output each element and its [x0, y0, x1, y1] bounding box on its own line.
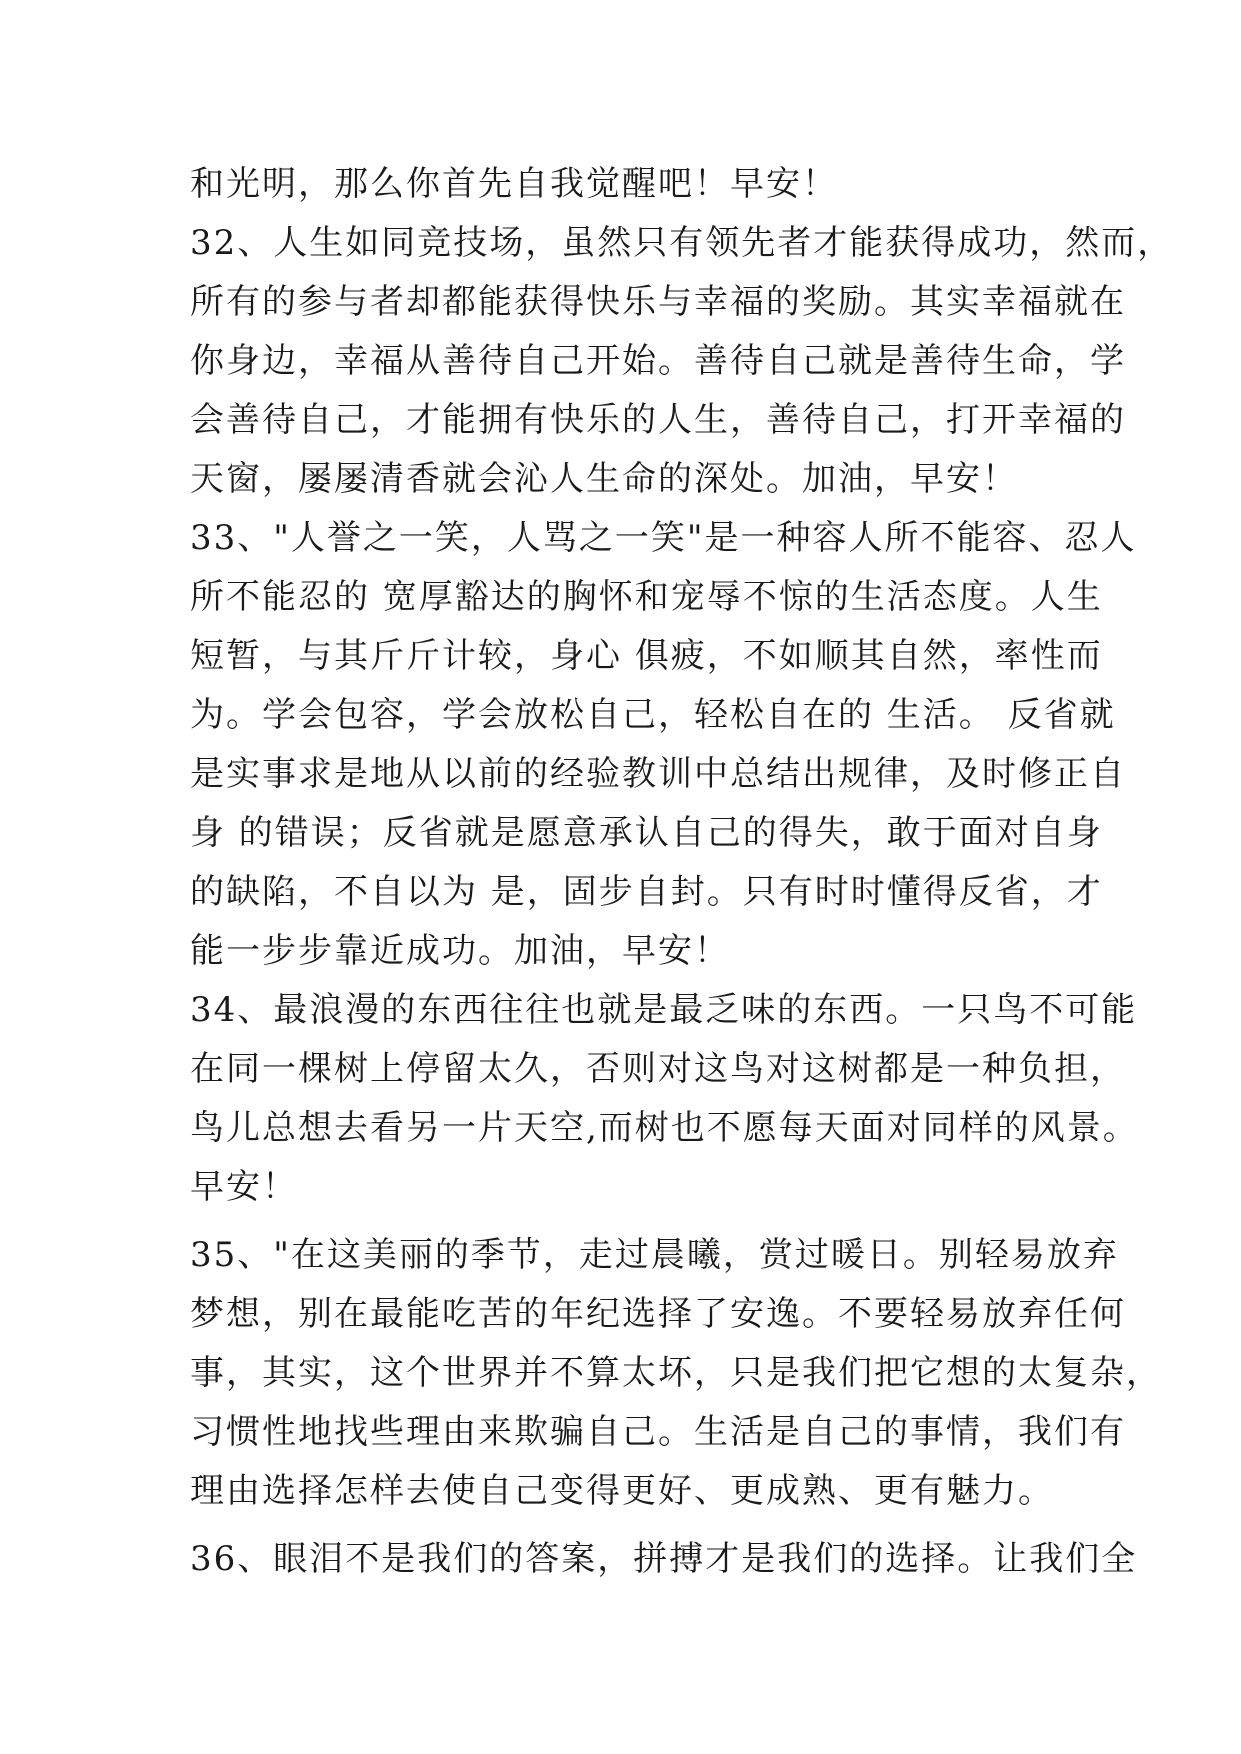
text-line: 习惯性地找些理由来欺骗自己。生活是自己的事情，我们有: [190, 1412, 1126, 1452]
text-line: 36、眼泪不是我们的答案，拼搏才是我们的选择。让我们全: [190, 1539, 1138, 1579]
text-line: 鸟儿总想去看另一片天空,而树也不愿每天面对同样的风景。: [190, 1108, 1139, 1148]
text-line: 天窗，屡屡清香就会沁人生命的深处。加油，早安！: [190, 459, 1018, 499]
text-line: 会善待自己，才能拥有快乐的人生，善待自己，打开幸福的: [190, 400, 1126, 440]
text-line: 33、"人誉之一笑，人骂之一笑"是一种容人所不能容、忍人: [190, 518, 1137, 558]
text-line: 34、最浪漫的东西往往也就是最乏味的东西。一只鸟不可能: [190, 990, 1138, 1030]
paragraph-gap: [190, 1521, 1070, 1530]
text-line: 身 的错误；反省就是愿意承认自己的得失，敢于面对自身: [190, 813, 1103, 853]
text-line: 所不能忍的 宽厚豁达的胸怀和宠辱不惊的生活态度。人生: [190, 577, 1103, 617]
text-line: 你身边，幸福从善待自己开始。善待自己就是善待生命，学: [190, 341, 1126, 381]
text-line: 32、人生如同竞技场，虽然只有领先者才能获得成功，然而，: [190, 223, 1174, 263]
text-line: 理由选择怎样去使自己变得更好、更成熟、更有魅力。: [190, 1471, 1054, 1511]
text-line: 为。学会包容，学会放松自己，轻松自在的 生活。 反省就: [190, 695, 1116, 735]
text-line: 所有的参与者却都能获得快乐与幸福的奖励。其实幸福就在: [190, 282, 1126, 322]
text-line: 能一步步靠近成功。加油，早安！: [190, 931, 730, 971]
text-line: 的缺陷，不自以为 是，固步自封。只有时时懂得反省，才: [190, 872, 1103, 912]
text-line: 和光明，那么你首先自我觉醒吧！早安！: [190, 164, 838, 204]
text-line: 35、"在这美丽的季节，走过晨曦，赏过暖日。别轻易放弃: [190, 1235, 1119, 1275]
text-line: 在同一棵树上停留太久，否则对这鸟对这树都是一种负担，: [190, 1049, 1126, 1089]
text-line: 早安！: [190, 1167, 298, 1207]
text-line: 梦想，别在最能吃苦的年纪选择了安逸。不要轻易放弃任何: [190, 1294, 1126, 1334]
paragraph-gap: [190, 1217, 1070, 1226]
text-line: 事，其实，这个世界并不算太坏，只是我们把它想的太复杂，: [190, 1353, 1162, 1393]
text-line: 短暂，与其斤斤计较，身心 俱疲，不如顺其自然，率性而: [190, 636, 1103, 676]
text-line: 是实事求是地从以前的经验教训中总结出规律，及时修正自: [190, 754, 1126, 794]
document-body: [190, 155, 1174, 1589]
